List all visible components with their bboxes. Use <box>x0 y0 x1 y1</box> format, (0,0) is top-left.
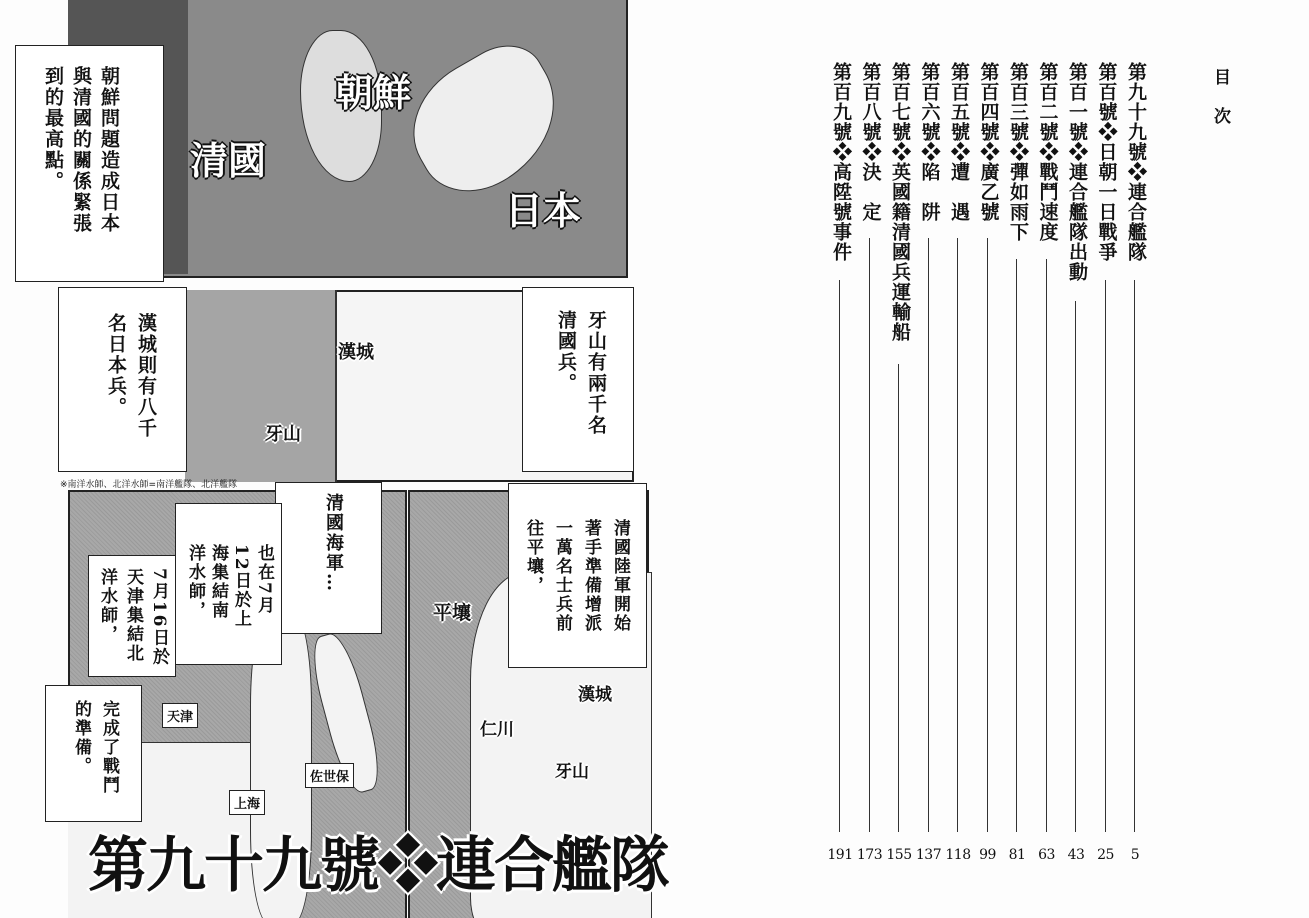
leader-line <box>1105 280 1106 832</box>
caption-line: 天津集結北 <box>123 568 143 663</box>
toc-entry[interactable] <box>1123 62 1147 863</box>
caption-line: 與清國的關係緊張 <box>70 66 92 234</box>
toc-entry-page: 5 <box>1130 847 1140 863</box>
caption-line: 漢城則有八千 <box>135 313 157 439</box>
caption-line: 清國兵。 <box>555 310 577 394</box>
toc-heading: 目次 <box>1210 68 1230 146</box>
label-korea: 朝鮮 <box>335 71 412 115</box>
leader-line <box>957 238 958 832</box>
caption-line: 7月16日於 <box>149 568 169 667</box>
toc-entry-title: 第百一號❖連合艦隊出動 <box>1066 62 1088 282</box>
toc-entry[interactable] <box>1035 62 1059 863</box>
toc-entry-title: 第百五號❖遭 遇 <box>948 62 970 222</box>
caption-line: 清國海軍… <box>323 493 344 593</box>
toc-entry-page: 155 <box>886 847 912 863</box>
toc-entry-title: 第百九號❖高陞號事件 <box>830 62 852 262</box>
toc-entry-page: 25 <box>1097 847 1114 863</box>
toc-entry-page: 137 <box>915 847 942 863</box>
caption-box <box>58 287 187 472</box>
leader-line <box>1075 301 1076 832</box>
toc-entry-page: 63 <box>1038 847 1055 863</box>
leader-line <box>839 280 840 832</box>
toc-entry-title: 第百六號❖陷 阱 <box>918 62 941 222</box>
toc-entry[interactable] <box>827 62 853 863</box>
caption-box <box>275 482 382 634</box>
toc-entry[interactable] <box>1005 62 1029 863</box>
toc-entry[interactable] <box>856 62 883 863</box>
label-japan: 日本 <box>505 189 582 233</box>
leader-line <box>1016 259 1017 832</box>
toc-entry-page: 118 <box>945 847 971 863</box>
toc-entry[interactable] <box>886 62 912 863</box>
toc-entry-page: 99 <box>979 847 996 863</box>
toc-entry-title: 第百號❖日朝一日戰爭 <box>1095 62 1118 262</box>
toc-entry-title: 第九十九號❖連合艦隊 <box>1125 62 1147 262</box>
caption-line: 的準備。 <box>71 700 91 776</box>
caption-line: 清國陸軍開始 <box>610 519 630 633</box>
leader-line <box>1046 259 1047 832</box>
caption-box <box>45 685 142 822</box>
toc-entry-page: 81 <box>1008 847 1026 863</box>
label-qing: 清國 <box>190 139 267 183</box>
caption-line: 12日於上 <box>231 544 251 629</box>
caption-box <box>522 287 634 472</box>
leader-line <box>869 238 870 832</box>
caption-line: 洋水師， <box>97 568 117 644</box>
caption-line: 著手準備增派 <box>581 519 601 633</box>
leader-line <box>928 238 929 832</box>
caption-line: 到的最高點。 <box>42 66 64 192</box>
caption-line: 名日本兵。 <box>105 313 127 418</box>
leader-line <box>987 238 988 832</box>
toc-entry-title: 第百二號❖戰鬥速度 <box>1036 62 1059 242</box>
caption-box <box>175 503 282 665</box>
caption-box <box>88 555 176 677</box>
label-asan: 牙山 <box>265 424 301 445</box>
label-pyongyang: 平壤 <box>433 602 472 624</box>
toc-entry-title: 第百四號❖廣乙號 <box>977 62 1000 222</box>
caption-box <box>508 483 647 668</box>
toc-entry-title: 第百八號❖決 定 <box>859 62 882 222</box>
toc-entry-title: 第百七號❖英國籍清國兵運輸船 <box>889 62 911 342</box>
toc-entry[interactable] <box>1064 62 1088 863</box>
caption-box <box>15 45 164 282</box>
leader-line <box>898 364 899 832</box>
label-shanghai: 上海 <box>229 790 265 815</box>
toc-entry-page: 43 <box>1067 847 1085 863</box>
footnote: ※南洋水師、北洋水師=南洋艦隊、北洋艦隊 <box>60 480 238 490</box>
caption-line: 牙山有兩千名 <box>585 310 607 436</box>
caption-line: 海集結南 <box>208 544 228 620</box>
toc-entry-title: 第百三號❖彈如雨下 <box>1007 62 1029 242</box>
caption-line: 也在7月 <box>254 544 274 615</box>
toc-entry[interactable] <box>915 62 942 863</box>
label-asan: 牙山 <box>555 762 589 782</box>
label-tianjin: 天津 <box>162 703 198 728</box>
label-hanseong: 漢城 <box>338 342 374 363</box>
caption-line: 完成了戰鬥 <box>99 700 119 795</box>
label-incheon: 仁川 <box>480 720 514 740</box>
toc-entry[interactable] <box>976 62 1000 863</box>
leader-line <box>1134 280 1135 832</box>
toc-entry-page: 173 <box>856 847 883 863</box>
toc-entry[interactable] <box>945 62 971 863</box>
caption-line: 洋水師， <box>185 544 205 620</box>
label-sasebo: 佐世保 <box>305 763 354 788</box>
toc-entry[interactable] <box>1094 62 1118 863</box>
caption-line: 朝鮮問題造成日本 <box>98 66 120 234</box>
caption-line: 一萬名士兵前 <box>552 519 572 633</box>
caption-line: 往平壤， <box>523 519 543 595</box>
chapter-title: 第九十九號❖連合艦隊 <box>88 831 668 901</box>
label-hanseong: 漢城 <box>578 685 612 705</box>
toc-entry-page: 191 <box>827 847 853 863</box>
